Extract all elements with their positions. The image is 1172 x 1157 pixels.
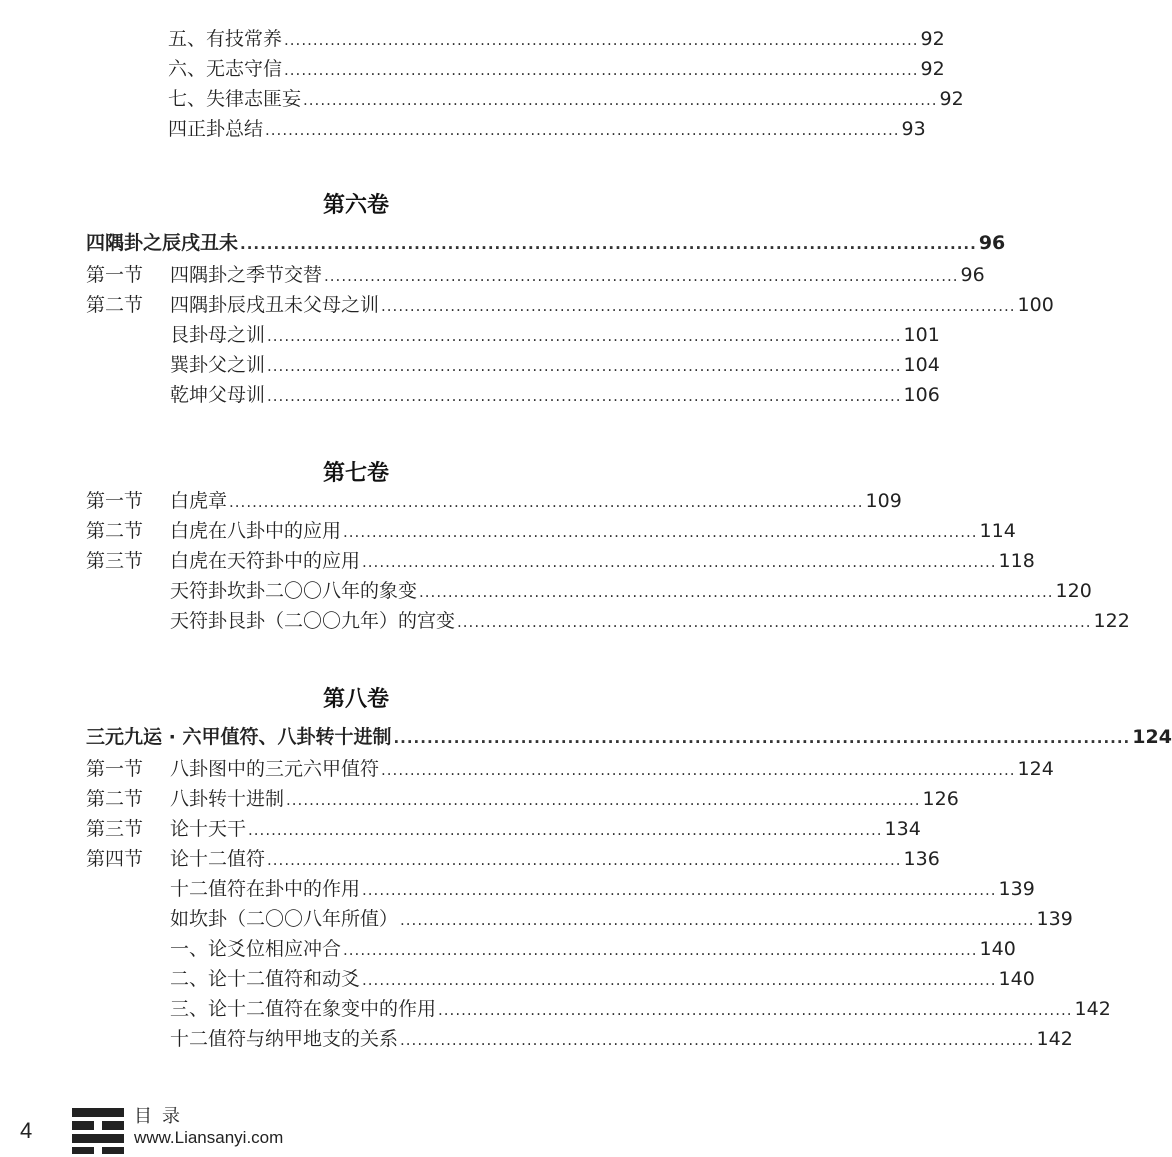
toc-entry [168,86,964,113]
toc-entry-title: 六、无志守信 [168,58,283,80]
toc-leader-dots: .............................................................................................................. [267,357,902,375]
footer-section-title: 目录 [134,1106,190,1127]
trigram-logo-icon [72,1106,124,1154]
toc-leader-dots: .............................................................................................................. [267,387,902,405]
toc-leader-dots: .............................................................................................................. [284,61,919,79]
toc-entry-page: 93 [901,118,926,140]
toc-entry-page: 92 [920,28,945,50]
toc-entry-page: 126 [922,788,959,810]
toc-chapter-page: 124 [1132,726,1172,748]
toc-leader-dots: .............................................................................................................. [267,851,902,869]
toc-chapter-title: 四隅卦之辰戌丑未 [86,232,239,254]
toc-leader-dots: .............................................................................................................. [303,91,938,109]
toc-entry-title: 一、论爻位相应冲合 [170,938,342,960]
toc-entry-page: 96 [960,264,985,286]
toc-entry-page: 118 [998,550,1035,572]
toc-chapter-page: 96 [978,232,1006,254]
toc-entry-page: 92 [920,58,945,80]
toc-entry-title: 二、论十二值符和动爻 [170,968,361,990]
toc-entry [86,966,1035,993]
toc-section-label: 第四节 [86,848,144,870]
toc-leader-dots: .............................................................................................................. [267,327,902,345]
toc-entry-title: 四正卦总结 [168,118,264,140]
toc-entry-title: 白虎在八卦中的应用 [170,520,342,542]
toc-entry-title: 艮卦母之训 [170,324,266,346]
toc-leader-dots: .............................................................................................................. [362,881,997,899]
toc-entry [168,116,926,143]
toc-entry-page: 142 [1074,998,1111,1020]
toc-chapter [86,230,1006,257]
toc-leader-dots: .............................................................................................................. [324,267,959,285]
toc-entry [86,352,940,379]
toc-entry [168,26,945,53]
toc-leader-dots: .............................................................................................................. [381,297,1016,315]
toc-entry-title: 如坎卦（二〇〇八年所值） [170,908,399,930]
toc-entry-page: 139 [998,878,1035,900]
toc-entry-title: 天符卦坎卦二〇〇八年的象变 [170,580,418,602]
toc-section-label: 第三节 [86,818,144,840]
toc-entry-title: 论十二值符 [170,848,266,870]
toc-entry-page: 92 [939,88,964,110]
toc-leader-dots: .............................................................................................................. [286,791,921,809]
toc-entry-title: 四隅卦辰戌丑未父母之训 [170,294,380,316]
volume-heading: 第六卷 [322,193,389,218]
toc-entry [86,518,1016,545]
toc-entry-page: 139 [1036,908,1073,930]
toc-entry-title: 乾坤父母训 [170,384,266,406]
toc-entry [86,906,1073,933]
toc-section-label: 第三节 [86,550,144,572]
toc-entry-page: 122 [1093,610,1130,632]
toc-entry-page: 124 [1017,758,1054,780]
toc-entry-page: 101 [903,324,940,346]
toc-entry-title: 论十天干 [170,818,247,840]
toc-entry [86,1026,1073,1053]
toc-entry [86,608,1130,635]
toc-entry [86,382,940,409]
toc-entry-page: 104 [903,354,940,376]
toc-leader-dots: .............................................................................................................. [362,971,997,989]
toc-entry [86,488,902,515]
toc-entry-title: 十二值符与纳甲地支的关系 [170,1028,399,1050]
toc-entry-page: 114 [979,520,1016,542]
toc-entry [86,816,921,843]
toc-entry [86,756,1054,783]
toc-entry-title: 天符卦艮卦（二〇〇九年）的宫变 [170,610,456,632]
toc-entry-page: 100 [1017,294,1054,316]
toc-entry-page: 136 [903,848,940,870]
toc-leader-dots: .............................................................................................................. [265,121,900,139]
volume-heading: 第七卷 [322,461,389,486]
toc-entry-page: 142 [1036,1028,1073,1050]
toc-section-label: 第二节 [86,294,144,316]
toc-entry-title: 巽卦父之训 [170,354,266,376]
toc-entry-title: 十二值符在卦中的作用 [170,878,361,900]
toc-entry-title: 八卦转十进制 [170,788,285,810]
toc-entry-page: 140 [979,938,1016,960]
toc-chapter [86,724,1172,751]
toc-entry [86,786,959,813]
toc-entry-page: 120 [1055,580,1092,602]
toc-entry-title: 白虎在天符卦中的应用 [170,550,361,572]
toc-entry [168,56,945,83]
toc-leader-dots: .............................................................................................................. [248,821,883,839]
toc-entry-title: 五、有技常养 [168,28,283,50]
toc-section-label: 第二节 [86,788,144,810]
toc-leader-dots: .............................................................................................................. [284,31,919,49]
toc-entry [86,578,1092,605]
toc-entry [86,548,1035,575]
toc-entry [86,846,940,873]
toc-entry-title: 白虎章 [170,490,228,512]
toc-entry [86,936,1016,963]
toc-entry-title: 八卦图中的三元六甲值符 [170,758,380,780]
toc-entry [86,322,940,349]
toc-entry-page: 140 [998,968,1035,990]
toc-leader-dots: .............................................................................................................. [240,235,977,253]
toc-leader-dots: .............................................................................................................. [343,941,978,959]
toc-chapter-title: 三元九运 · 六甲值符、八卦转十进制 [86,726,392,748]
toc-leader-dots: .............................................................................................................. [393,729,1131,747]
toc-section-label: 第一节 [86,490,144,512]
toc-entry-title: 七、失律志匪妄 [168,88,302,110]
toc-entry [86,262,985,289]
toc-leader-dots: .............................................................................................................. [381,761,1016,779]
toc-section-label: 第二节 [86,520,144,542]
toc-leader-dots: .............................................................................................................. [419,583,1054,601]
toc-entry [86,876,1035,903]
toc-entry-title: 四隅卦之季节交替 [170,264,323,286]
toc-entry-page: 134 [884,818,921,840]
volume-heading: 第八卷 [322,687,389,712]
toc-leader-dots: .............................................................................................................. [400,911,1035,929]
toc-leader-dots: .............................................................................................................. [457,613,1092,631]
toc-entry [86,292,1054,319]
toc-section-label: 第一节 [86,758,144,780]
footer-website-link[interactable]: www.Liansanyi.com [134,1128,284,1147]
toc-leader-dots: .............................................................................................................. [229,493,864,511]
toc-leader-dots: .............................................................................................................. [438,1001,1073,1019]
toc-entry-page: 106 [903,384,940,406]
page-number: 4 [20,1118,33,1143]
toc-leader-dots: .............................................................................................................. [362,553,997,571]
toc-entry-title: 三、论十二值符在象变中的作用 [170,998,437,1020]
toc-leader-dots: .............................................................................................................. [400,1031,1035,1049]
toc-section-label: 第一节 [86,264,144,286]
toc-entry [86,996,1111,1023]
toc-entry-page: 109 [865,490,902,512]
toc-leader-dots: .............................................................................................................. [343,523,978,541]
